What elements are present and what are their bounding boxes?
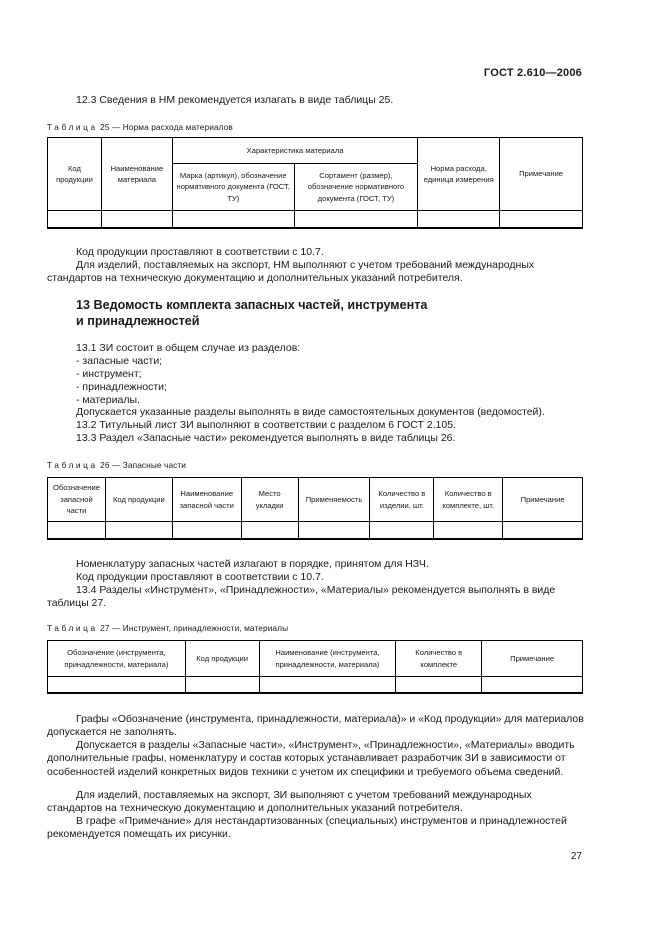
table-26 [47, 477, 583, 540]
caption-prefix: Таблица [47, 460, 98, 470]
section-13-title-line2: и принадлежностей [76, 314, 200, 328]
header-mark: Марка (артикул), обозначение нормативного документа (ГОСТ, ТУ) [172, 164, 294, 211]
paragraph-export-1: Для изделий, поставляемых на экспорт, НМ выполняют с учетом требований международных стандартов на техническую документацию и дополнительных указаний потребителя. [47, 259, 535, 285]
paragraph-13-2: 13.2 Титульный лист ЗИ выполняют в соответствии с разделом 6 ГОСТ 2.105. [76, 419, 456, 431]
paragraph-code-2: Код продукции проставляют в соответствии с 10.7. [76, 571, 324, 583]
table-26-caption [47, 460, 186, 470]
header-name: Наименование (инструмента, принадлежности, материала) [259, 641, 396, 677]
caption-prefix: Таблица [47, 122, 98, 132]
header-assortment: Сортамент (размер), обозначение нормативного документа (ГОСТ, ТУ) [294, 164, 418, 211]
header-qty-in-set: Количество в комплекте, шт. [434, 478, 503, 522]
list-item: - принадлежности; [76, 381, 167, 393]
header-code: Код продукции [48, 138, 102, 211]
header-qty-in-set: Количество в комплекте [396, 641, 482, 677]
list-item: - запасные части; [76, 355, 163, 367]
table-25 [47, 137, 583, 229]
caption-text: 25 — Норма расхода материалов [100, 122, 233, 132]
header-material-name: Наименование материала [101, 138, 172, 211]
paragraph-graphs: Графы «Обозначение (инструмента, принадлежности, материала)» и «Код продукции» для материалов допускается не заполнять. [47, 713, 584, 739]
paragraph-12-3: 12.3 Сведения в НМ рекомендуется излагать в виде таблицы 25. [76, 94, 394, 106]
paragraph-nomenclature: Номенклатуру запасных частей излагают в порядке, принятом для НЗЧ. [76, 558, 429, 570]
header-material-characteristic: Характеристика материала [172, 138, 417, 164]
header-note: Примечание [503, 478, 583, 522]
table-row [48, 211, 583, 228]
header-note: Примечание [500, 138, 583, 211]
paragraph-13-1: 13.1 ЗИ состоит в общем случае из разделов: [76, 342, 301, 354]
page-number: 27 [570, 851, 582, 862]
table-27 [47, 640, 583, 694]
header-consumption-norm: Норма расхода, единица измерения [418, 138, 500, 211]
paragraph-13-4: 13.4 Разделы «Инструмент», «Принадлежности», «Материалы» рекомендуется выполнять в виде таблицы 27. [47, 584, 556, 610]
paragraph-allowed-2: Допускается в разделы «Запасные части», «Инструмент», «Принадлежности», «Материалы» вводить дополнительные графы, номенклатуру и состав которых устанавливает разработчик ЗИ в зависимости от особенностей изделий конкретных видов техники с учетом их специфики и требуемого объема сведений. [47, 739, 575, 778]
table-25-caption [47, 122, 233, 132]
paragraph-export-2: Для изделий, поставляемых на экспорт, ЗИ выполняют с учетом требований международных стандартов на техническую документацию и дополнительных указаний потребителя. [47, 789, 532, 815]
list-item: - материалы. [76, 394, 140, 406]
header-code: Код продукции [105, 478, 172, 522]
header-note: Примечание [482, 641, 583, 677]
paragraph-allowed: Допускается указанные разделы выполнять в виде самостоятельных документов (ведомостей). [76, 406, 545, 418]
header-designation: Обозначение (инструмента, принадлежности, материала) [48, 641, 186, 677]
paragraph-13-3: 13.3 Раздел «Запасные части» рекомендуется выполнять в виде таблицы 26. [76, 432, 456, 444]
table-row [48, 677, 583, 693]
standard-number: ГОСТ 2.610—2006 [483, 67, 582, 79]
caption-text: 26 — Запасные части [100, 460, 187, 470]
header-part-designation: Обозначение запасной части [48, 478, 106, 522]
header-part-name: Наименование запасной части [172, 478, 241, 522]
header-qty-in-product: Количество в изделии, шт. [370, 478, 434, 522]
paragraph-code-1: Код продукции проставляют в соответствии с 10.7. [76, 246, 324, 258]
header-code: Код продукции [185, 641, 259, 677]
caption-text: 27 — Инструмент, принадлежности, материалы [100, 623, 289, 633]
table-27-caption [47, 623, 288, 633]
paragraph-note-column: В графе «Примечание» для нестандартизованных (специальных) инструментов и принадлежностей рекомендуется помещать их рисунки. [47, 815, 567, 841]
table-row [48, 522, 583, 539]
section-13-title: 13 Ведомость комплекта запасных частей, инструмента [76, 298, 428, 312]
list-item: - инструмент; [76, 368, 142, 380]
header-storage-place: Место укладки [241, 478, 298, 522]
header-applicability: Применяемость [298, 478, 370, 522]
caption-prefix: Таблица [47, 623, 98, 633]
